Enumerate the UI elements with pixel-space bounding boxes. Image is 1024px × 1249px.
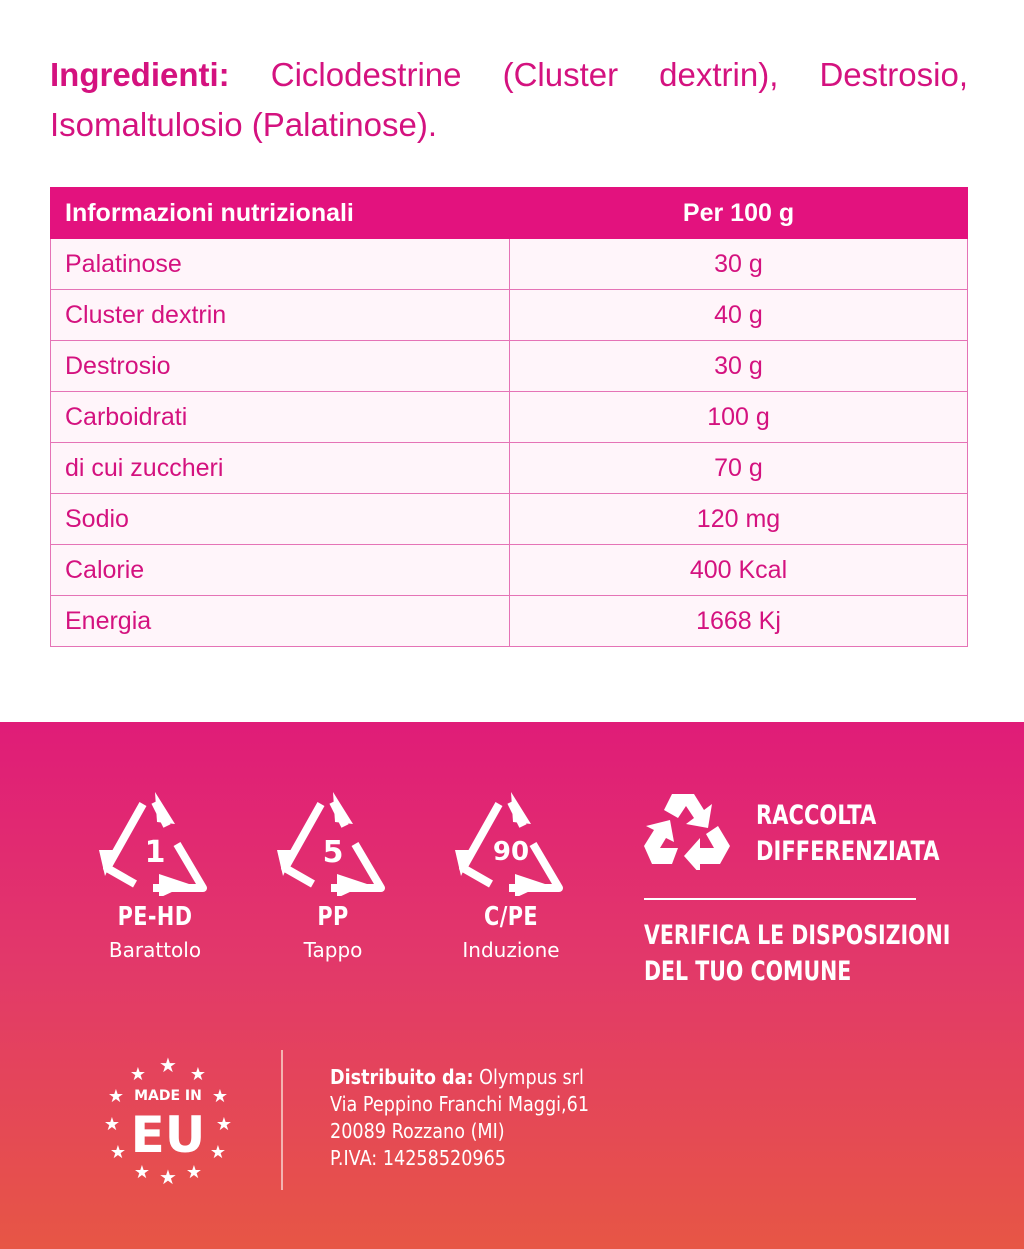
recycling-triangle-icon (451, 788, 571, 896)
nutrition-header-value: Per 100 g (510, 188, 968, 239)
verifica-line: VERIFICA LE DISPOSIZIONI (644, 920, 951, 951)
recycling-symbol-cpe (451, 788, 571, 962)
verifica-text (644, 918, 950, 990)
table-row (51, 494, 968, 545)
distributor-label: Distribuito da: (330, 1065, 474, 1089)
svg-text:★: ★ (209, 1142, 227, 1163)
raccolta-line: RACCOLTA (756, 800, 877, 831)
nutrient-value: 1668 Kj (510, 596, 968, 647)
raccolta-line: DIFFERENZIATA (756, 836, 940, 867)
table-row (51, 341, 968, 392)
material-code: PE-HD (117, 902, 193, 932)
svg-text:★: ★ (211, 1086, 229, 1107)
nutrient-name: Calorie (51, 545, 510, 596)
nutrient-name: di cui zuccheri (51, 443, 510, 494)
distributor-info (330, 1064, 589, 1172)
svg-text:★: ★ (109, 1142, 127, 1163)
distributor-city: 20089 Rozzano (MI) (330, 1119, 505, 1143)
table-row (51, 545, 968, 596)
table-row (51, 239, 968, 290)
svg-text:★: ★ (159, 1053, 177, 1077)
svg-text:★: ★ (107, 1086, 125, 1107)
recycling-triangle-icon (95, 788, 215, 896)
svg-text:★: ★ (133, 1162, 151, 1183)
table-row (51, 290, 968, 341)
recycling-symbol-pehd (95, 788, 215, 962)
recycling-number: 90 (492, 837, 530, 867)
nutrient-name: Destrosio (51, 341, 510, 392)
svg-text:★: ★ (159, 1165, 177, 1186)
material-code: PP (317, 902, 349, 932)
material-code: C/PE (484, 902, 538, 932)
recycling-triangle-icon (273, 788, 393, 896)
nutrition-header-row (51, 188, 968, 239)
verifica-line: DEL TUO COMUNE (644, 956, 852, 987)
ingredients-text (50, 50, 968, 150)
divider (644, 898, 916, 900)
nutrient-name: Sodio (51, 494, 510, 545)
svg-text:★: ★ (215, 1114, 233, 1135)
nutrient-value: 70 g (510, 443, 968, 494)
recycle-arrows-icon (642, 786, 732, 870)
svg-text:★: ★ (189, 1064, 207, 1085)
nutrient-value: 30 g (510, 341, 968, 392)
made-in-eu-badge (100, 1050, 236, 1186)
recycling-number: 1 (144, 835, 166, 870)
table-row (51, 596, 968, 647)
nutrient-name: Energia (51, 596, 510, 647)
vertical-divider (281, 1050, 283, 1190)
nutrient-name: Palatinose (51, 239, 510, 290)
nutrient-value: 40 g (510, 290, 968, 341)
material-use: Tappo (303, 938, 363, 962)
nutrient-value: 120 mg (510, 494, 968, 545)
ingredients-list: Ciclodestrine (Cluster dextrin), Destrosio, Isomaltulosio (Palatinose). (50, 56, 968, 143)
nutrient-name: Carboidrati (51, 392, 510, 443)
material-use: Induzione (462, 938, 560, 962)
svg-text:★: ★ (129, 1064, 147, 1085)
nutrient-value: 30 g (510, 239, 968, 290)
ingredients-label: Ingredienti: (50, 56, 230, 93)
nutrient-name: Cluster dextrin (51, 290, 510, 341)
nutrition-header-name: Informazioni nutrizionali (51, 188, 510, 239)
made-in-label: MADE IN (134, 1088, 202, 1104)
recycling-section (0, 722, 1024, 1249)
material-use: Barattolo (108, 938, 202, 962)
table-row (51, 392, 968, 443)
svg-text:★: ★ (185, 1162, 203, 1183)
recycling-number: 5 (322, 835, 344, 870)
eu-label: EU (130, 1106, 206, 1164)
svg-text:★: ★ (103, 1114, 121, 1135)
nutrition-table (50, 187, 968, 647)
recycling-symbol-pp (273, 788, 393, 962)
nutrient-value: 100 g (510, 392, 968, 443)
distributor-name: Olympus srl (479, 1065, 584, 1089)
distributor-vat: P.IVA: 14258520965 (330, 1146, 506, 1170)
table-row (51, 443, 968, 494)
nutrient-value: 400 Kcal (510, 545, 968, 596)
raccolta-differenziata (756, 798, 940, 870)
distributor-address: Via Peppino Franchi Maggi,61 (330, 1092, 590, 1116)
